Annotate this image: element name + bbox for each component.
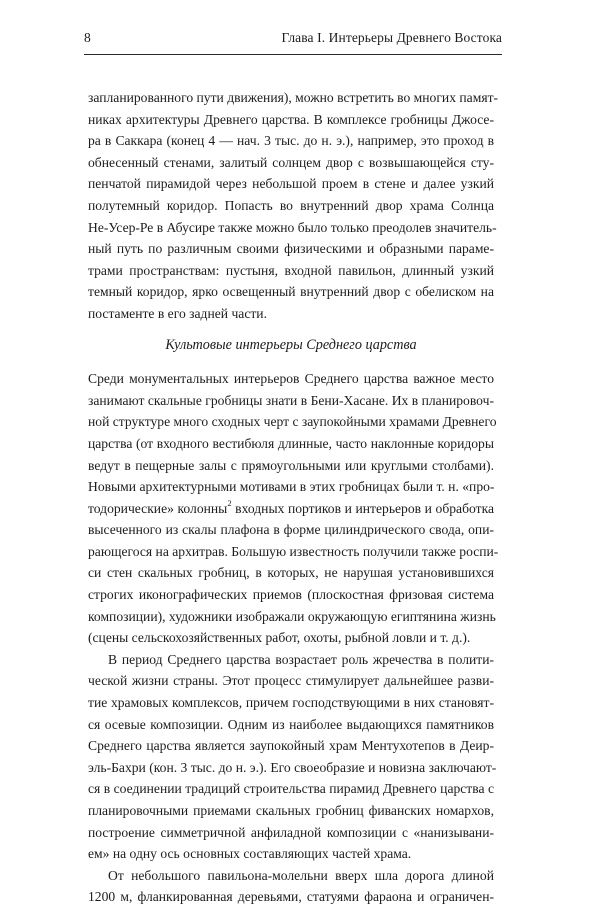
text-line: трами пространствам: пустыня, входной павильон, длинный узкий — [88, 262, 494, 278]
text-line: обнесенный стенами, залитый солнцем двор с возвышающейся сту- — [88, 154, 494, 170]
text-line: высеченного из скалы плафона в форме цилиндрического свода, опи- — [88, 522, 494, 538]
text-line: занимают скальные гробницы знати в Бени-Хасане. Их в планировоч- — [88, 392, 494, 408]
section-heading: Культовые интерьеры Среднего царства — [165, 336, 417, 353]
text-line: ведут в пещерные залы с прямоугольными или круглыми столбами). — [88, 457, 494, 473]
text-fragment: входных портиков и интерьеров и обработка — [231, 500, 494, 516]
text-line: ем» на одну ось основных составляющих частей храма. — [88, 846, 412, 862]
text-line: ра в Саккара (конец 4 — нач. 3 тыс. до н. э.), например, это проход в — [88, 133, 494, 149]
text-line: постаменте в его задней части. — [88, 305, 267, 321]
text-line: Среди монументальных интерьеров Среднего царства важное место — [88, 371, 494, 387]
paragraph-4 — [88, 865, 494, 908]
body-text — [88, 87, 499, 908]
text-line: построение симметричной анфиладной композиции с «нанизывани- — [88, 824, 494, 840]
paragraph-3 — [88, 649, 497, 865]
text-fragment: тодорические» колонны — [88, 500, 228, 516]
text-line: царства (от входного вестибюля длинные, часто наклонные коридоры — [88, 435, 494, 451]
paragraph-1 — [88, 87, 499, 325]
text-line: Новыми архитектурными мотивами в этих гробницах были т. н. «про- — [88, 479, 495, 495]
text-line: тие храмовых комплексов, причем господствующими в них становят- — [88, 695, 494, 711]
text-line: 1200 м, фланкированная деревьями, статуями фараона и ограничен- — [88, 889, 494, 905]
header-rule — [84, 54, 502, 55]
paragraph-2 — [88, 368, 499, 649]
text-line: строгих иконографических приемов (плоскостная фризовая система — [88, 587, 494, 603]
text-line: ся осевые композиции. Одним из наиболее выдающихся памятников — [88, 716, 494, 732]
text-line: ся в соединении традиций строительства пирамид Древнего царства с — [88, 781, 494, 797]
text-line: ной структуре много сходных черт с заупокойными храмами Древнего — [88, 414, 497, 430]
text-line: композиции), художники изображали окружающую египтянина жизнь — [88, 608, 496, 624]
text-line: си стен скальных гробниц, в которых, не нарушая установившихся — [88, 565, 494, 581]
text-line: От небольшого павильона-молельни вверх шла дорога длиной — [108, 867, 494, 883]
text-line: (сцены сельскохозяйственных работ, охоты, рыбной ловли и т. д.). — [88, 630, 471, 646]
running-head — [84, 30, 502, 52]
text-line: эль-Бахри (кон. 3 тыс. до н. э.). Его своеобразие и новизна заключают- — [88, 759, 497, 775]
text-line: запланированного пути движения), можно встретить во многих памят- — [88, 90, 499, 105]
text-line: Среднего царства является заупокойный храм Ментухотепов в Деир- — [88, 738, 494, 754]
text-line: пенчатой пирамидой через небольшой проем в стене и далее узкий — [88, 176, 494, 192]
text-line: полутемный коридор. Попасть во внутренний двор храма Солнца — [88, 197, 494, 213]
chapter-title: Глава I. Интерьеры Древнего Востока — [281, 30, 502, 45]
text-line: никах архитектуры Древнего царства. В комплексе гробницы Джосе- — [88, 111, 494, 127]
text-line: темный коридор, ярко освещенный внутренний двор с обелиском на — [88, 284, 494, 300]
text-line: ный путь по различным своими физическими и образными параме- — [88, 241, 494, 257]
page-number: 8 — [84, 30, 91, 45]
footnote-mark[interactable]: 2 — [227, 498, 232, 509]
text-line: ческой жизни страны. Этот процесс стимулирует дальнейшее разви- — [88, 673, 494, 689]
text-line-with-footnote — [88, 498, 494, 520]
text-line: Не-Усер-Ре в Абусире также можно было только преодолев значитель- — [88, 219, 497, 235]
text-line: планировочными приемами скальных гробниц фиванских номархов, — [88, 803, 494, 818]
text-line: рающегося на архитрав. Большую известность получили также роспи- — [88, 543, 499, 559]
text-line: В период Среднего царства возрастает роль жречества в полити- — [108, 651, 494, 667]
